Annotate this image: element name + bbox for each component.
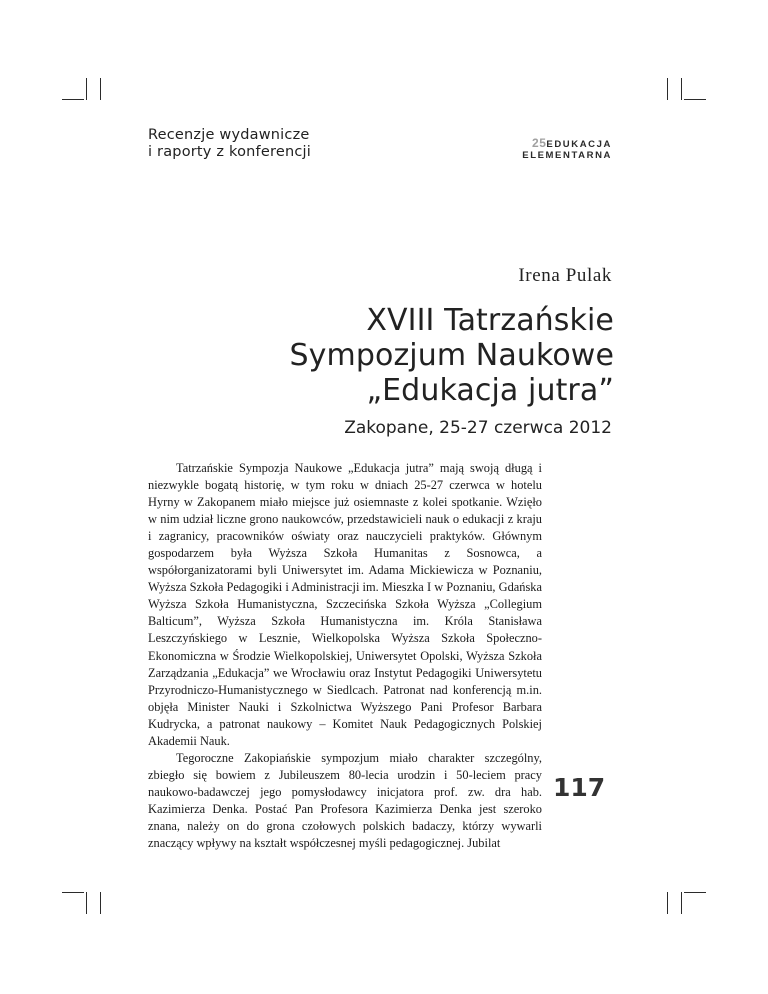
logo-line-2: ELEMENTARNA [522,150,612,161]
logo-number: 25 [532,136,547,150]
article-body [148,460,542,852]
section-header [148,127,311,161]
crop-mark-bottom-left-v1 [86,892,87,914]
crop-mark-top-left-v1 [86,78,87,100]
crop-mark-top-right-v2 [681,78,682,100]
crop-mark-top-left-h [62,99,84,100]
crop-mark-bottom-left-v2 [100,892,101,914]
article-title [290,303,614,408]
crop-mark-bottom-right-h [684,892,706,893]
crop-mark-bottom-left-h [62,892,84,893]
crop-mark-top-right-h [684,99,706,100]
logo-line-1: EDUKACJA [546,139,612,150]
title-line-2: Sympozjum Naukowe [289,338,614,373]
crop-mark-top-left-v2 [100,78,101,100]
crop-mark-bottom-right-v1 [667,892,668,914]
body-paragraph: Tatrzańskie Sympozja Naukowe „Edukacja jutra” mają swoją długą i niezwykle bogatą historię, w tym roku w dniach 25-27 czerwca w hotelu Hyrny w Zakopanem miało miejsce już osiemnaste z kolei spotkanie. Wzięło w nim udział liczne grono naukowców, przedstawicieli nauk o edukacji z kraju i zagranicy, pracowników oświaty oraz nauczycieli praktyków. Głównym gospodarzem była Wyższa Szkoła Humanitas z Sosnowca, a współorganizatorami byli Uniwersytet im. Adama Mickiewicza w Poznaniu, Wyższa Szkoła Pedagogiki i Administracji im. Mieszka I w Poznaniu, Gdańska Wyższa Szkoła Humanistyczna, Szczecińska Szkoła Wyższa „Collegium Balticum”, Wyższa Szkoła Humanistyczna im. Króla Stanisława Leszczyńskiego w Lesznie, Wielkopolska Wyższa Szkoła Społeczno-Ekonomiczna w Środzie Wielkopolskiej, Uniwersytet Opolski, Wyższa Szkoła Zarządzania „Edukacja” we Wrocławiu oraz Instytut Pedagogiki Uniwersytetu Przyrodniczo-Humanistycznego w Siedlcach. Patronat nad konferencją m.in. objęła Minister Nauki i Szkolnictwa Wyższego Pani Profesor Barbara Kudrycka, a patronat naukowy – Komitet Nauk Pedagogicznych Polskiej Akademii Nauk. [148,461,542,748]
crop-mark-top-right-v1 [667,78,668,100]
body-paragraph: Tegoroczne Zakopiańskie sympozjum miało charakter szczególny, zbiegło się bowiem z Jubileuszem 80-lecia urodzin i 50-leciem pracy naukowo-badawczej jego pomysłodawcy inicjatora prof. zw. dra hab. Kazimierza Denka. Postać Pan Profesora Kazimierza Denka jest szeroko znana, należy on do grona czołowych polskich badaczy, którzy wywarli znaczący wpływy na kształt współczesnej myśli pedagogicznej. Jubilat [148,750,542,851]
crop-mark-bottom-right-v2 [681,892,682,914]
journal-logo [522,138,612,161]
page-number: 117 [553,773,606,802]
article-subtitle: Zakopane, 25-27 czerwca 2012 [344,418,612,438]
section-line-1: Recenzje wydawnicze [148,127,310,143]
title-line-1: XVIII Tatrzańskie [366,303,614,338]
article-author: Irena Pulak [518,265,612,286]
title-line-3: „Edukacja jutra” [366,373,614,408]
section-line-2: i raporty z konferencji [148,144,311,160]
